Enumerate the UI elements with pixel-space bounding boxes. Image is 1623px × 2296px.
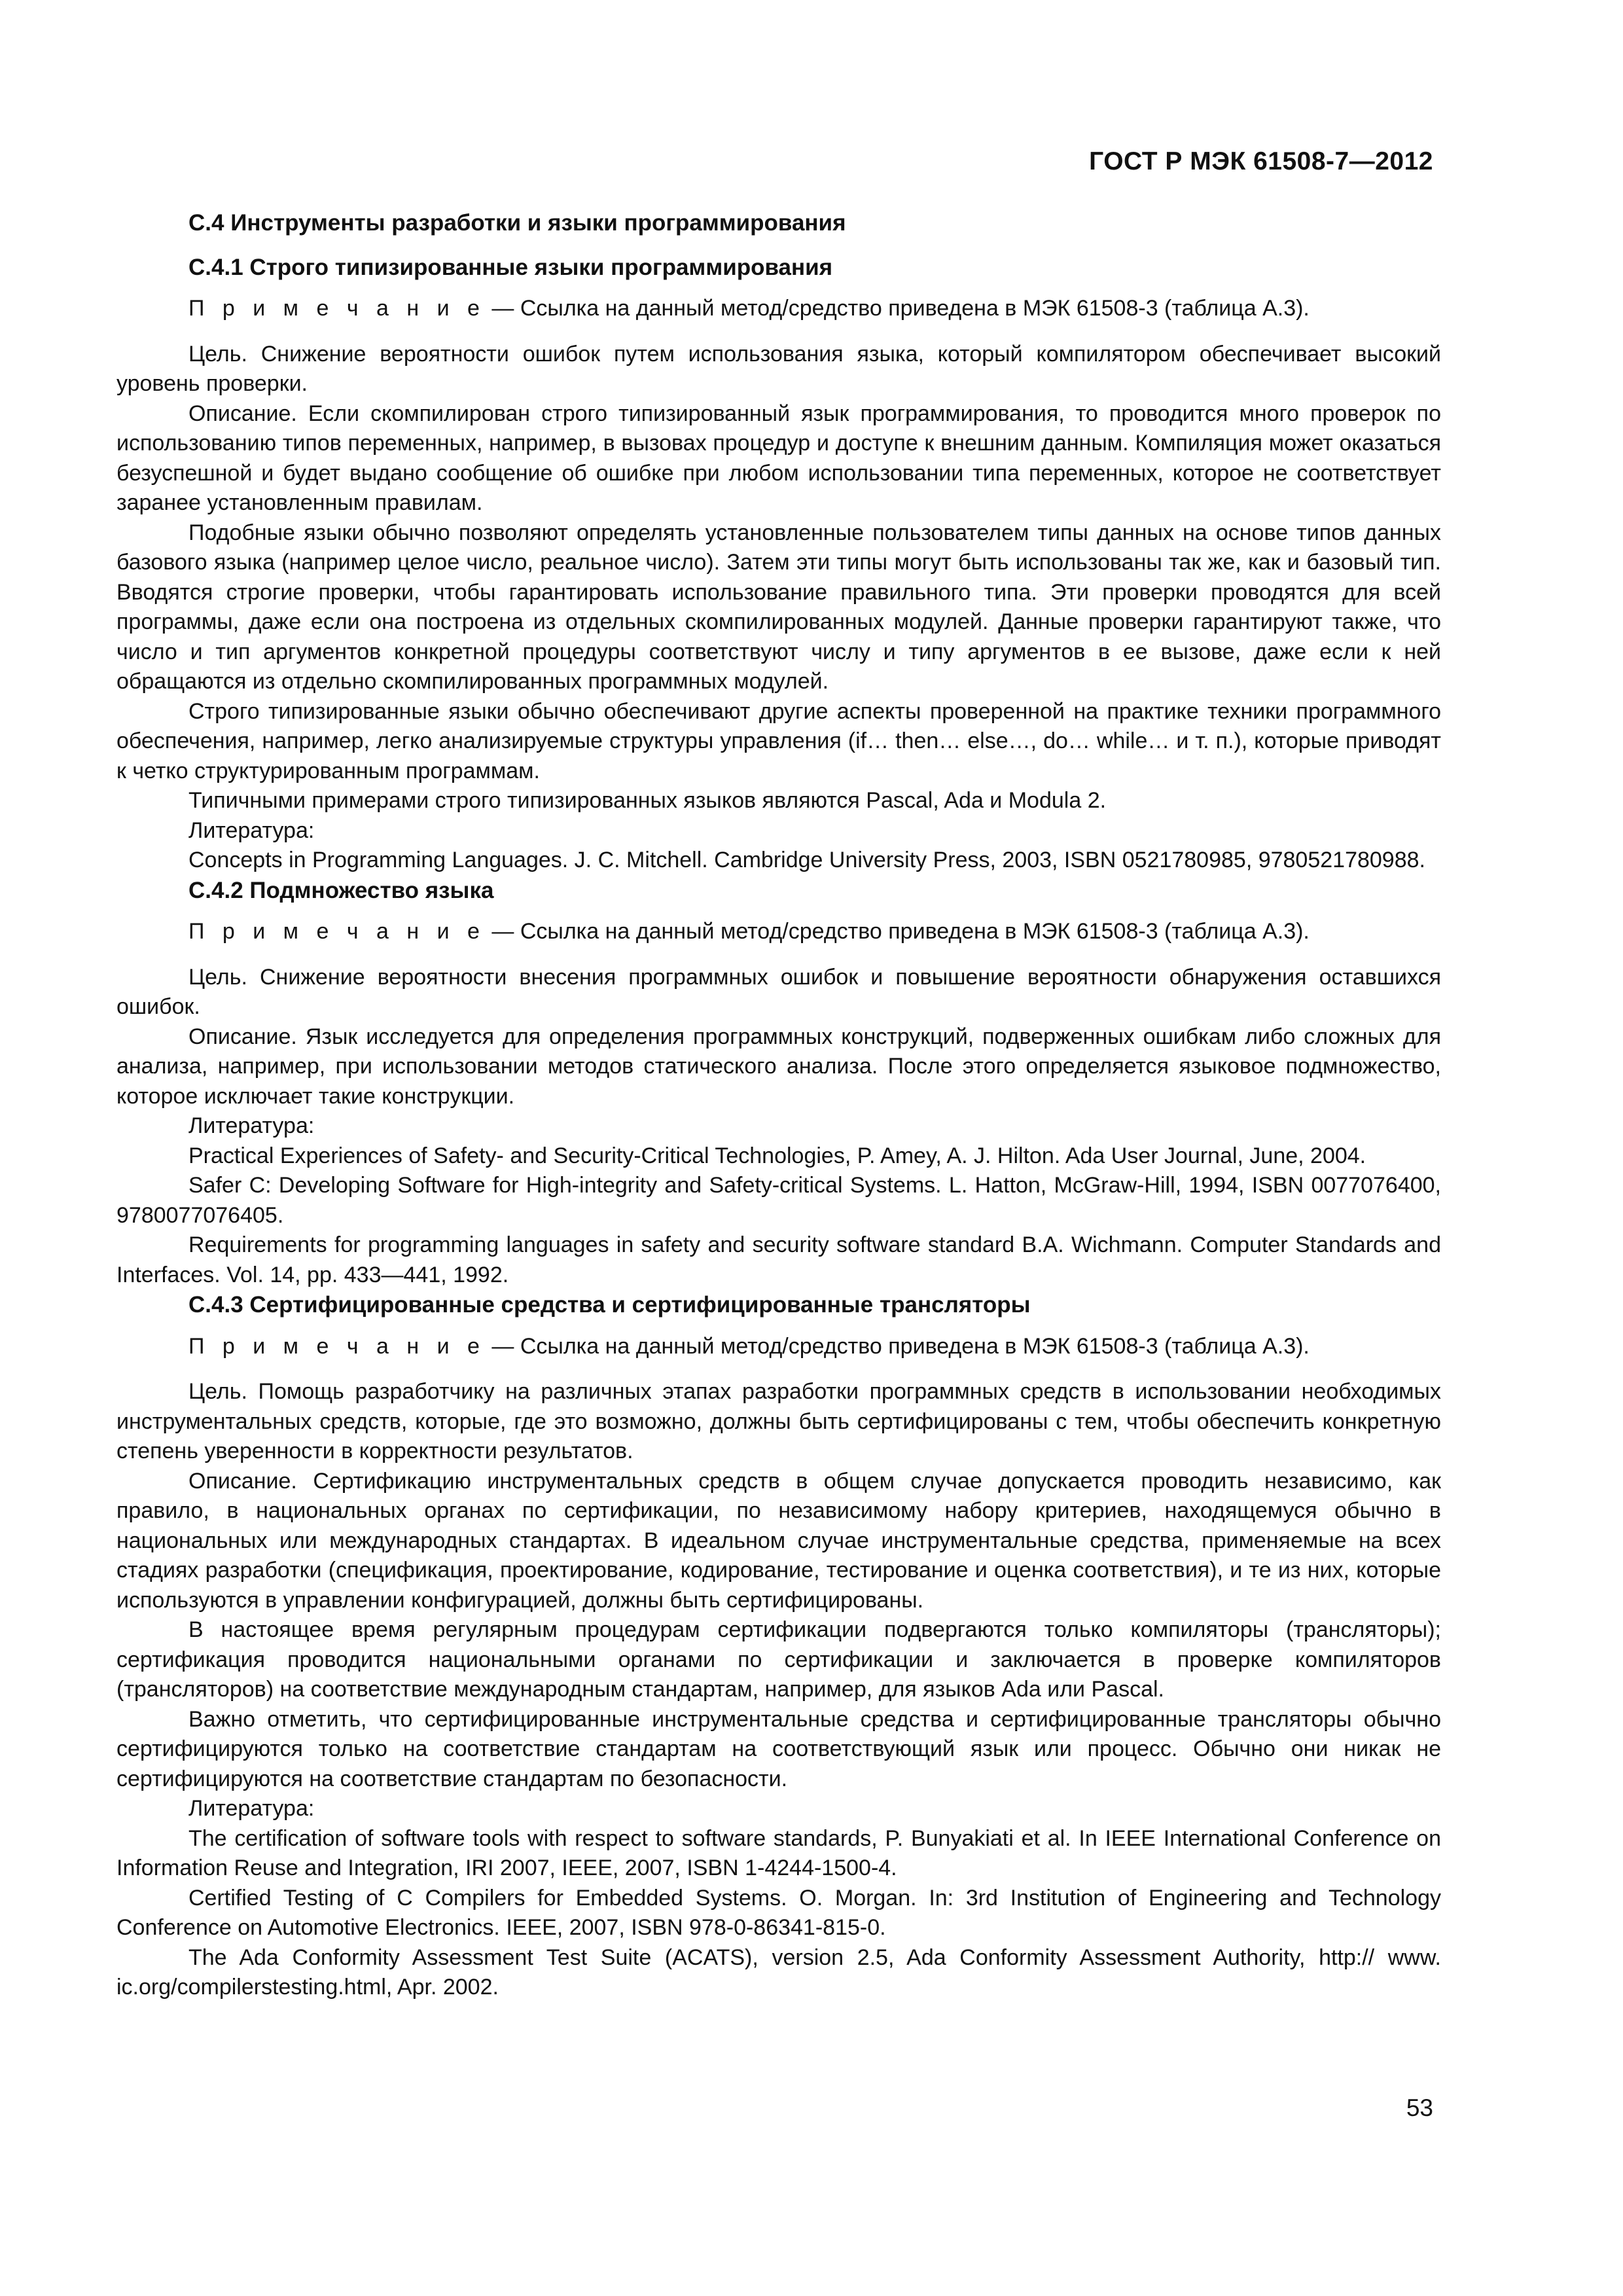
reference-c43-3: The Ada Conformity Assessment Test Suite (ACATS), version 2.5, Ada Conformity Assessment Authority, http:// www. ic.org/compilerstesting.html, Apr. 2002. bbox=[116, 1945, 1441, 2000]
page-number: 53 bbox=[1406, 2094, 1433, 2121]
paragraph-c43-important: Важно отметить, что сертифицированные инструментальные средства и сертифицированные трансляторы обычно сертифицируются только на соответствие стандартам на соответствующий язык или процесс. Обычно они никак не сертифицируются на соответствие стандартам по безопасности. bbox=[116, 1706, 1441, 1791]
paragraph-c42-description: Описание. Язык исследуется для определения программных конструкций, подверженных ошибкам либо сложных для анализа, например, при использовании методов статического анализа. После этого определяется языковое подмножество, которое исключает такие конструкции. bbox=[116, 1024, 1441, 1109]
note-c41 bbox=[116, 294, 1441, 324]
document-code: ГОСТ Р МЭК 61508-7—2012 bbox=[1089, 147, 1433, 175]
note-text: — Ссылка на данный метод/средство приведена в МЭК 61508-3 (таблица А.3). bbox=[485, 1333, 1310, 1359]
paragraph-c43-goal: Цель. Помощь разработчику на различных этапах разработки программных средств в использовании необходимых инструментальных средств, которые, где это возможно, должны быть сертифицированы с тем, чтобы обеспечить конкретную степень уверенности в корректности результатов. bbox=[116, 1379, 1441, 1463]
note-c43 bbox=[116, 1332, 1441, 1362]
literature-label-c43: Литература: bbox=[188, 1796, 315, 1821]
paragraph-c41-aspects: Строго типизированные языки обычно обеспечивают другие аспекты проверенной на практике техники программного обеспечения, например, легко анализируемые структуры управления (if… then… else…, do… while… и т. п.), которые приводят к четко структурированным программам. bbox=[116, 698, 1441, 783]
paragraph-c41-types: Подобные языки обычно позволяют определять установленные пользователем типы данных на основе типов данных базового языка (например целое число, реальное число). Затем эти типы могут быть использованы так же, как и базовый тип. Вводятся строгие проверки, чтобы гарантировать использование правильного типа. Эти проверки проводятся для всей программы, даже если она построена из отдельных скомпилированных модулей. Данные проверки гарантируют также, что число и тип аргументов конкретной процедуры соответствуют числу и типу аргументов в ее вызове, даже если к ней обращаются из отдельно скомпилированных программных модулей. bbox=[116, 520, 1441, 694]
subsection-heading-c41: С.4.1 Строго типизированные языки программирования bbox=[188, 254, 833, 280]
note-c42 bbox=[116, 917, 1441, 947]
note-text: — Ссылка на данный метод/средство приведена в МЭК 61508-3 (таблица А.3). bbox=[485, 919, 1310, 944]
reference-c42-2: Safer C: Developing Software for High-integrity and Safety-critical Systems. L. Hatton, McGraw-Hill, 1994, ISBN 0077076400, 9780077076405. bbox=[116, 1173, 1441, 1228]
paragraph-c42-goal: Цель. Снижение вероятности внесения программных ошибок и повышение вероятности обнаружения оставшихся ошибок. bbox=[116, 964, 1441, 1019]
paragraph-c43-description: Описание. Сертификацию инструментальных средств в общем случае допускается проводить независимо, как правило, в национальных органах по сертификации, по независимому набору критериев, находящемуся обычно в национальных или международных стандартах. В идеальном случае инструментальные средства, применяемые на всех стадиях разработки (спецификация, проектирование, кодирование, тестирование и оценка соответствия), и те из них, которые используются в управлении конфигурацией, должны быть сертифицированы. bbox=[116, 1468, 1441, 1613]
reference-c43-2: Certified Testing of C Compilers for Embedded Systems. O. Morgan. In: 3rd Institution of Engineering and Technology Conference on Automotive Electronics. IEEE, 2007, ISBN 978-0-86341-815-0. bbox=[116, 1885, 1441, 1940]
page-content bbox=[116, 208, 1441, 2003]
note-label: П р и м е ч а н и е bbox=[188, 296, 486, 321]
subsection-heading-c42: С.4.2 Подмножество языка bbox=[188, 877, 494, 903]
note-text: — Ссылка на данный метод/средство приведена в МЭК 61508-3 (таблица А.3). bbox=[485, 296, 1310, 321]
paragraph-c41-examples: Типичными примерами строго типизированных языков являются Pascal, Ada и Modula 2. bbox=[188, 788, 1107, 813]
subsection-heading-c43: С.4.3 Сертифицированные средства и сертифицированные трансляторы bbox=[188, 1292, 1031, 1318]
paragraph-c43-current: В настоящее время регулярным процедурам сертификации подвергаются только компиляторы (трансляторы); сертификация проводится национальными органами по сертификации и заключается в проверке компиляторов (трансляторов) на соответствие международным стандартам, например, для языков Ada или Pascal. bbox=[116, 1617, 1441, 1702]
note-label: П р и м е ч а н и е bbox=[188, 1333, 486, 1359]
reference-c42-1: Practical Experiences of Safety- and Security-Critical Technologies, P. Amey, A. J. Hilton. Ada User Journal, June, 2004. bbox=[188, 1143, 1366, 1168]
note-label: П р и м е ч а н и е bbox=[188, 919, 486, 944]
paragraph-c41-goal: Цель. Снижение вероятности ошибок путем использования языка, который компилятором обеспечивает высокий уровень проверки. bbox=[116, 341, 1441, 396]
reference-c42-3: Requirements for programming languages in safety and security software standard B.A. Wichmann. Computer Standards and Interfaces. Vol. 14, pp. 433—441, 1992. bbox=[116, 1232, 1441, 1287]
literature-label-c42: Литература: bbox=[188, 1113, 315, 1138]
paragraph-c41-description: Описание. Если скомпилирован строго типизированный язык программирования, то проводится много проверок по использованию типов переменных, например, в вызовах процедур и доступе к внешним данным. Компиляция может оказаться безуспешной и будет выдано сообщение об ошибке при любом использовании типа переменных, которое не соответствует заранее установленным правилам. bbox=[116, 401, 1441, 515]
reference-c41-1: Concepts in Programming Languages. J. C. Mitchell. Cambridge University Press, 2003, ISBN 0521780985, 9780521780988. bbox=[188, 848, 1425, 872]
section-heading-c4: С.4 Инструменты разработки и языки программирования bbox=[188, 210, 846, 236]
literature-label-c41: Литература: bbox=[188, 817, 315, 843]
reference-c43-1: The certification of software tools with respect to software standards, P. Bunyakiati et al. In IEEE International Conference on Information Reuse and Integration, IRI 2007, IEEE, 2007, ISBN 1-4244-1500-4. bbox=[116, 1825, 1441, 1880]
